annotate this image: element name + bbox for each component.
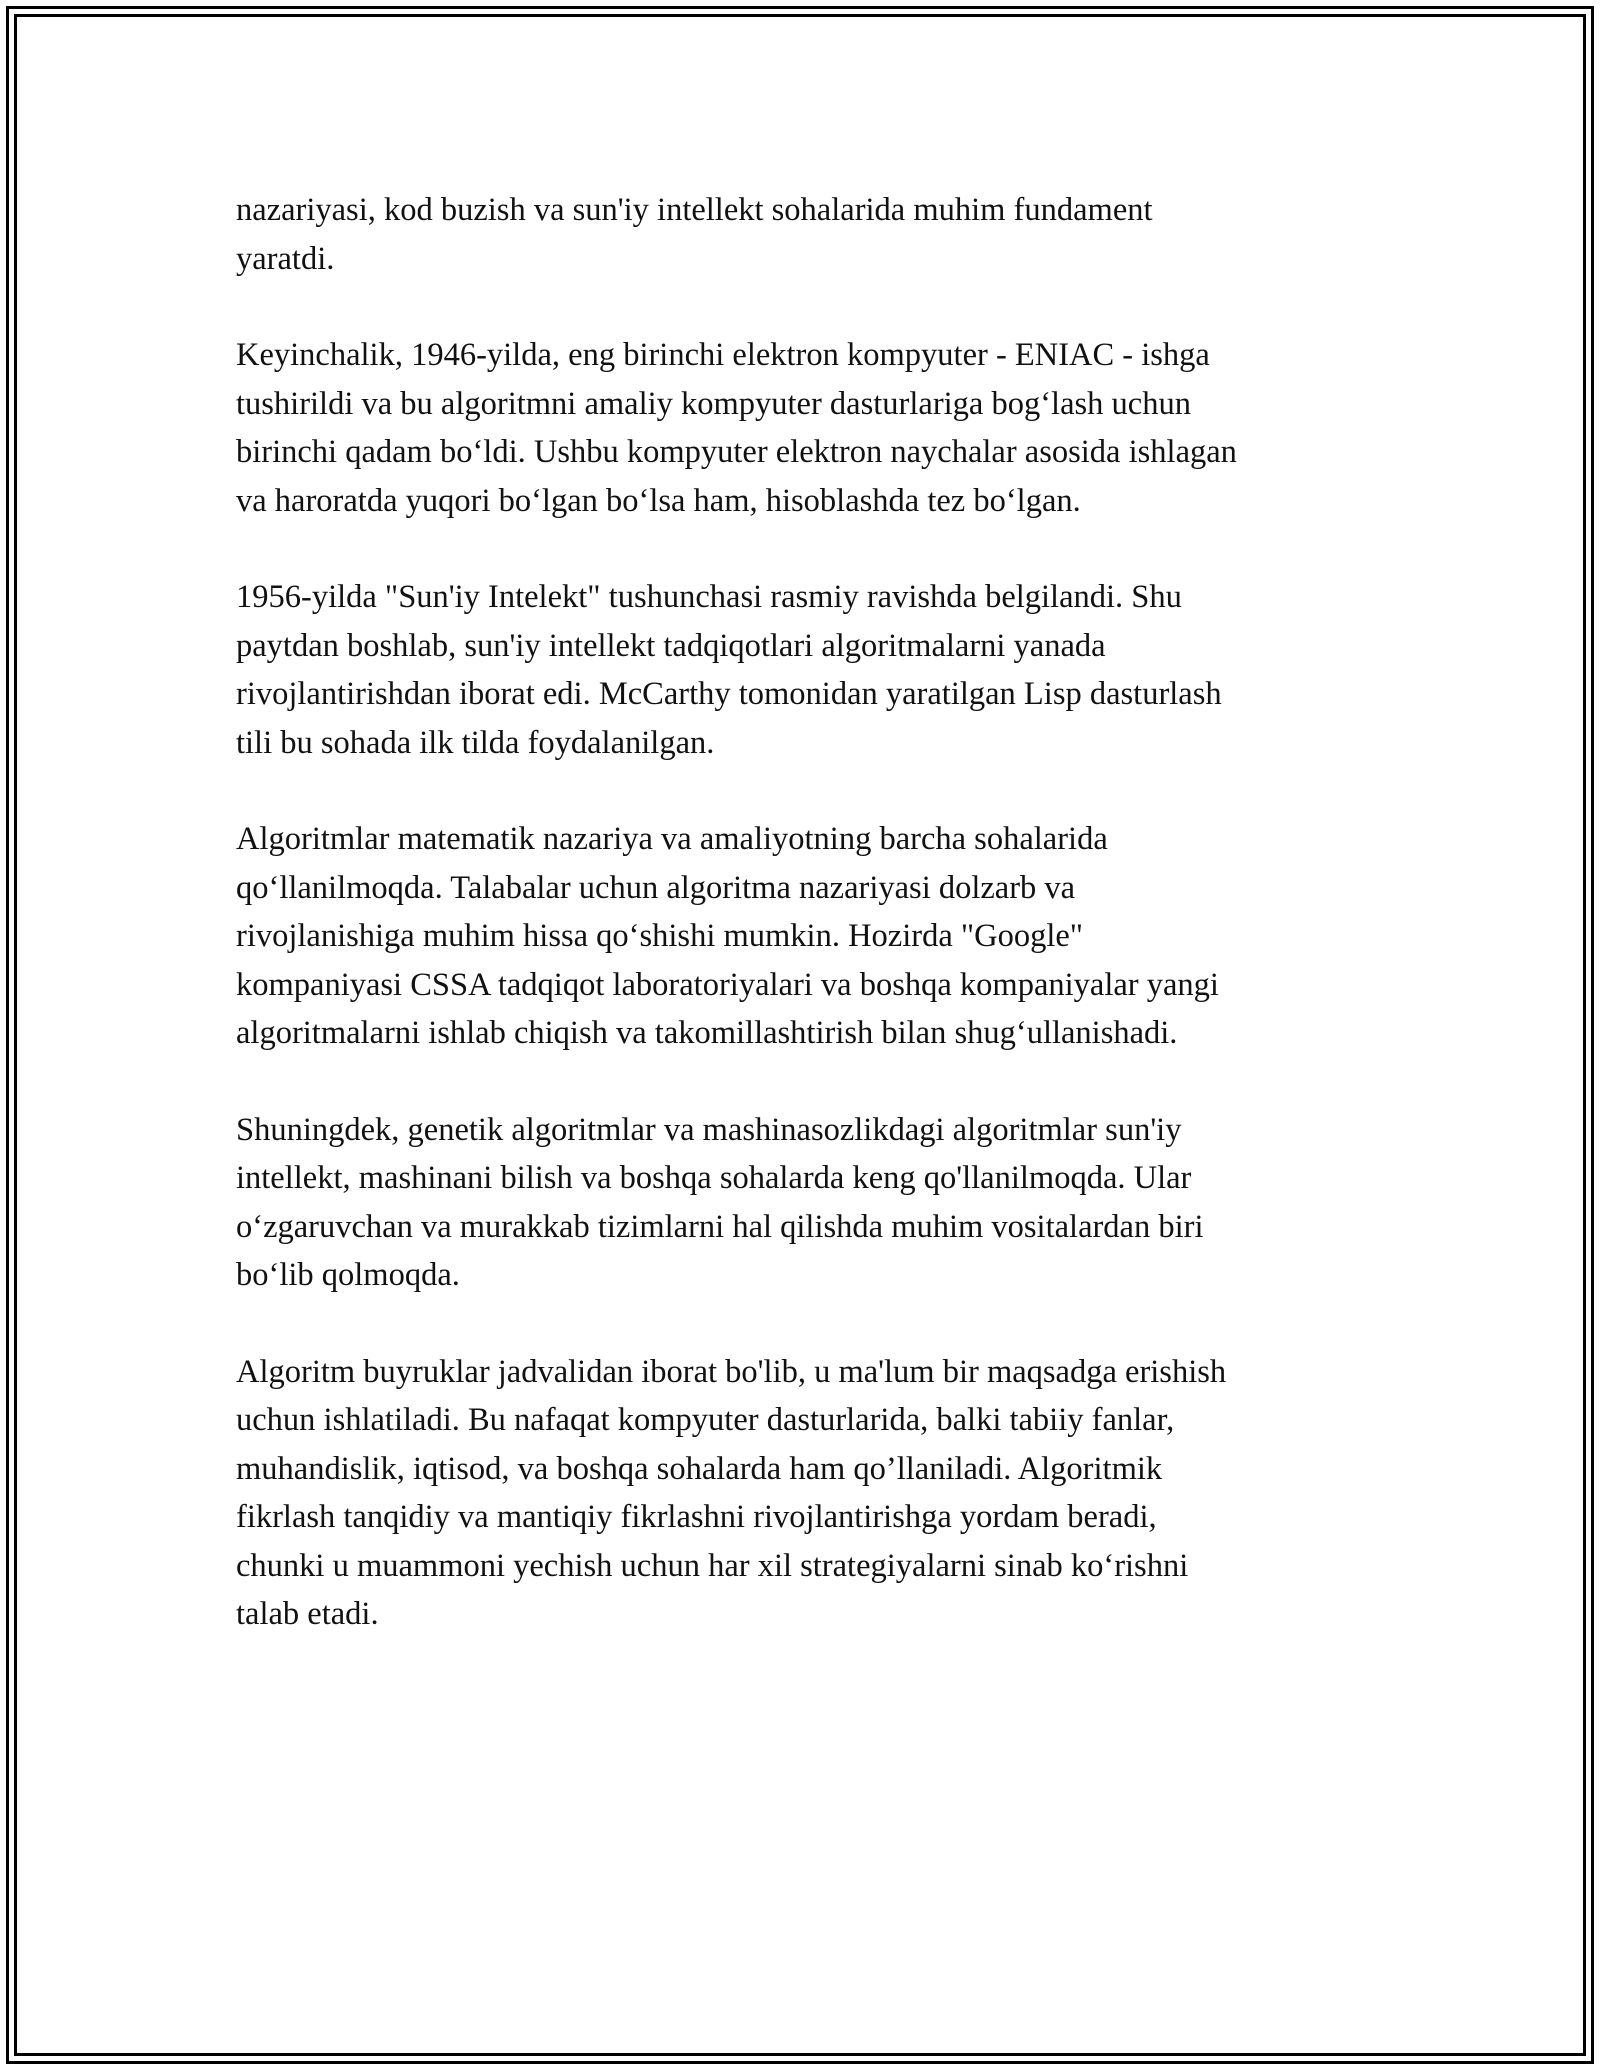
text-line: tili bu sohada ilk tilda foydalanilgan.: [236, 724, 715, 761]
text-line: intellekt, mashinani bilish va boshqa sohalarda keng qo'llanilmoqda. Ular: [236, 1160, 1192, 1196]
text-line: fikrlash tanqidiy va mantiqiy fikrlashni rivojlantirishga yordam beradi,: [236, 1499, 1157, 1535]
text-line: chunki u muammoni yechish uchun har xil strategiyalarni sinab ko‘rishni: [236, 1547, 1189, 1584]
paragraph-6: [236, 1348, 1376, 1639]
text-line: kompaniyasi CSSA tadqiqot laboratoriyalari va boshqa kompaniyalar yangi: [236, 966, 1219, 1003]
text-line: Keyinchalik, 1946-yilda, eng birinchi elektron kompyuter - ENIAC - ishga: [236, 337, 1210, 373]
text-line: rivojlanishiga muhim hissa qo‘shishi mumkin. Hozirda "Google": [236, 918, 1084, 954]
text-line: Shuningdek, genetik algoritmlar va mashinasozlikdagi algoritmlar sun'iy: [236, 1111, 1182, 1148]
text-line: Algoritm buyruklar jadvalidan iborat bo'lib, u ma'lum bir maqsadga erishish: [236, 1353, 1227, 1390]
paragraph-3: [236, 573, 1376, 767]
text-line: rivojlantirishdan iborat edi. McCarthy tomonidan yaratilgan Lisp dasturlash: [236, 676, 1222, 712]
text-line: bo‘lib qolmoqda.: [236, 1257, 460, 1293]
text-line: va haroratda yuqori bo‘lgan bo‘lsa ham, hisoblashda tez bo‘lgan.: [236, 482, 1081, 519]
text-line: talab etadi.: [236, 1596, 379, 1632]
text-line: muhandislik, iqtisod, va boshqa sohalarda ham qo’llaniladi. Algoritmik: [236, 1450, 1163, 1487]
text-line: paytdan boshlab, sun'iy intellekt tadqiqotlari algoritmalarni yanada: [236, 627, 1106, 664]
text-line: Algoritmlar matematik nazariya va amaliyotning barcha sohalarida: [236, 821, 1108, 857]
text-line: tushirildi va bu algoritmni amaliy kompyuter dasturlariga bog‘lash uchun: [236, 385, 1191, 422]
text-line: birinchi qadam bo‘ldi. Ushbu kompyuter elektron naychalar asosida ishlagan: [236, 434, 1237, 470]
paragraph-2: [236, 331, 1376, 525]
paragraph-1: [236, 186, 1376, 283]
text-line: nazariyasi, kod buzish va sun'iy intellekt sohalarida muhim fundament: [236, 192, 1153, 228]
paragraph-5: [236, 1106, 1376, 1300]
document-body: [236, 186, 1376, 1687]
text-line: uchun ishlatiladi. Bu nafaqat kompyuter dasturlarida, balki tabiiy fanlar,: [236, 1402, 1175, 1438]
text-line: yaratdi.: [236, 240, 335, 277]
text-line: qo‘llanilmoqda. Talabalar uchun algoritma nazariyasi dolzarb va: [236, 869, 1076, 906]
text-line: 1956-yilda "Sun'iy Intelekt" tushunchasi rasmiy ravishda belgilandi. Shu: [236, 579, 1182, 615]
text-line: algoritmalarni ishlab chiqish va takomillashtirish bilan shug‘ullanishadi.: [236, 1015, 1178, 1051]
text-line: o‘zgaruvchan va murakkab tizimlarni hal qilishda muhim vositalardan biri: [236, 1208, 1204, 1245]
paragraph-4: [236, 815, 1376, 1058]
